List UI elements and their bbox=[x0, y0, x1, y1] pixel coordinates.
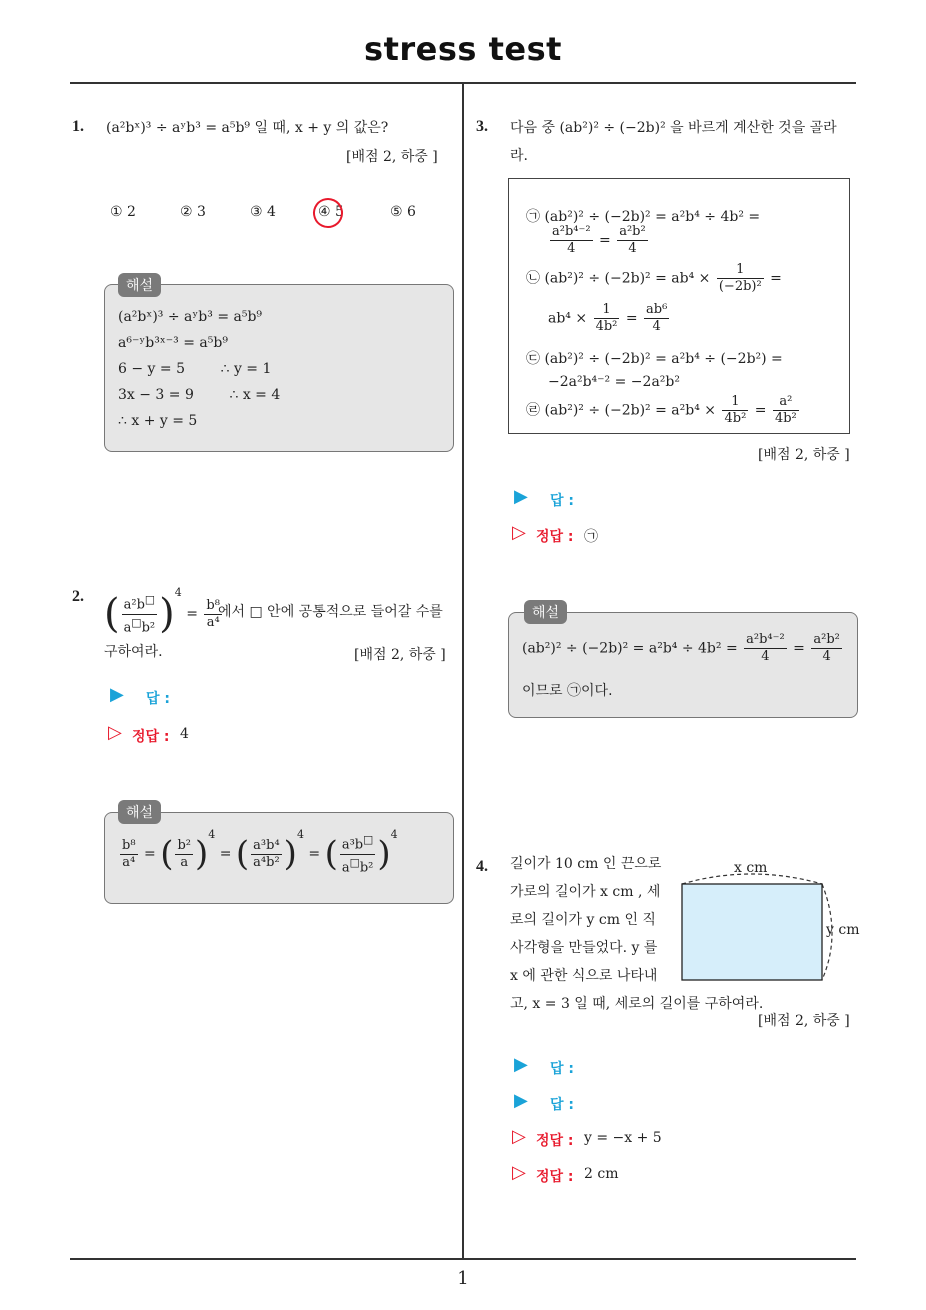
page-number: 1 bbox=[457, 1268, 469, 1289]
question-4-number: 4. bbox=[476, 858, 488, 875]
question-2-expression: ( $\frac{a^2b^□}{a^□b^2}$ )$^4$ = $\frac{\text{b⁸}}{\text{a⁴}}$ bbox=[104, 586, 220, 637]
explain-line-3: 6 − y = 5 ∴ y = 1 bbox=[118, 361, 272, 377]
choice-2[interactable]: ② 3 bbox=[180, 204, 206, 220]
footer-rule bbox=[70, 1258, 856, 1260]
question-3-text-line2: 라. bbox=[510, 148, 528, 164]
rectangle-shape bbox=[682, 884, 822, 980]
question-4-correct-label-2: 정답 : bbox=[536, 1169, 574, 1185]
option-a-line1: ㉠ (ab²)² ÷ (−2b)² = a²b⁴ ÷ 4b² = bbox=[526, 209, 761, 225]
question-4-answer-label-2: 답 : bbox=[550, 1097, 574, 1113]
explain-line-5: ∴ x + y = 5 bbox=[118, 413, 198, 429]
question-2-score: [배점 2, 하중 ] bbox=[354, 647, 446, 663]
explain-line-1: (a²bˣ)³ ÷ aʸb³ = a⁵b⁹ bbox=[118, 309, 263, 325]
question-3-text: 다음 중 (ab²)² ÷ (−2b)² 을 바르게 계산한 것을 골라 bbox=[510, 120, 837, 136]
explain-text: (ab²)² ÷ (−2b)² = a²b⁴ ÷ 4b² = bbox=[522, 640, 738, 657]
question-1-score: [배점 2, 하중 ] bbox=[346, 149, 438, 165]
choice-3[interactable]: ③ 4 bbox=[250, 204, 276, 220]
page-title: stress test bbox=[364, 30, 562, 68]
choice-5[interactable]: ⑤ 6 bbox=[390, 204, 416, 220]
question-3-explanation-tag: 해설 bbox=[524, 600, 567, 624]
question-4-line-4: 사각형을 만들었다. y 를 bbox=[510, 940, 658, 956]
column-divider bbox=[462, 84, 464, 1260]
question-3-number: 3. bbox=[476, 118, 488, 135]
label-y-cm: y cm bbox=[826, 922, 860, 938]
correct-marker-icon: ▷ bbox=[512, 522, 526, 543]
option-d-text: ㉣ (ab²)² ÷ (−2b)² = a²b⁴ × bbox=[526, 402, 717, 419]
question-2-text: 에서 □ 안에 공통적으로 들어갈 수를 bbox=[218, 604, 443, 620]
explain-line-2: a⁶⁻ʸb³ˣ⁻³ = a⁵b⁹ bbox=[118, 335, 228, 351]
answer-marker-icon: ▶ bbox=[514, 486, 528, 507]
question-2-correct-value: 4 bbox=[180, 726, 189, 742]
choice-4[interactable]: ④ 5 bbox=[318, 204, 344, 220]
question-2-answer-label: 답 : bbox=[146, 691, 170, 707]
question-4-answer-label-1: 답 : bbox=[550, 1061, 574, 1077]
question-3-correct-value: ㉠ bbox=[584, 529, 598, 545]
option-a-line2: $\frac{\text{a²b⁴⁻²}}{4}$ = $\frac{\text{a²b²}}{4}$ bbox=[552, 224, 646, 256]
question-3-explanation-box bbox=[508, 612, 858, 718]
question-4-line-6: 고, x = 3 일 때, 세로의 길이를 구하여라. bbox=[510, 996, 764, 1012]
question-4-correct-value-1: y = −x + 5 bbox=[584, 1130, 662, 1146]
question-2-explanation: $\frac{\text{b⁸}}{\text{a⁴}}$ = ( $\frac{\text{b²}}{a}$ )$^4$ = ( $\frac{\text{a³b⁴}}{\text{a⁴b²}}$ )$^4$ = ( $\frac{a^3b^□}{a^□b^2}$ )$^4$ bbox=[122, 828, 398, 875]
question-4-line-5: x 에 관한 식으로 나타내 bbox=[510, 968, 658, 984]
question-4-line-2: 가로의 길이가 x cm , 세 bbox=[510, 884, 661, 900]
answer-marker-icon: ▶ bbox=[514, 1090, 528, 1111]
question-1-explanation bbox=[118, 304, 280, 434]
option-b-text: ㉡ (ab²)² ÷ (−2b)² = ab⁴ × bbox=[526, 270, 711, 287]
question-4-score: [배점 2, 하중 ] bbox=[758, 1013, 850, 1029]
correct-marker-icon: ▷ bbox=[512, 1162, 526, 1183]
selected-answer-circle bbox=[309, 194, 347, 232]
explain-line-4: 3x − 3 = 9 ∴ x = 4 bbox=[118, 387, 281, 403]
question-2-correct-label: 정답 : bbox=[132, 729, 170, 745]
answer-marker-icon: ▶ bbox=[514, 1054, 528, 1075]
option-b-line1: ㉡ (ab²)² ÷ (−2b)² = ab⁴ × $\frac{1}{\text{(−2b)²}}$ = bbox=[526, 262, 782, 294]
question-1-text: (a²bˣ)³ ÷ aʸb³ = a⁵b⁹ 일 때, x + y 의 값은? bbox=[106, 120, 389, 136]
question-1-explanation-tag: 해설 bbox=[118, 273, 161, 297]
correct-marker-icon: ▷ bbox=[108, 722, 122, 743]
question-1-number: 1. bbox=[72, 118, 84, 135]
question-3-score: [배점 2, 하중 ] bbox=[758, 447, 850, 463]
question-3-explanation-line2: 이므로 ㉠이다. bbox=[522, 683, 613, 699]
rectangle-diagram bbox=[676, 856, 866, 986]
choice-1[interactable]: ① 2 bbox=[110, 204, 136, 220]
question-2-text-line2: 구하여라. bbox=[104, 644, 163, 660]
label-x-cm: x cm bbox=[734, 860, 768, 876]
question-3-correct-label: 정답 : bbox=[536, 529, 574, 545]
question-2-number: 2. bbox=[72, 588, 84, 605]
option-c-line1: ㉢ (ab²)² ÷ (−2b)² = a²b⁴ ÷ (−2b²) = bbox=[526, 351, 783, 367]
question-4-line-3: 로의 길이가 y cm 인 직 bbox=[510, 912, 656, 928]
option-d-line: ㉣ (ab²)² ÷ (−2b)² = a²b⁴ × $\frac{1}{\text{4b²}}$ = $\frac{\text{a²}}{\text{4b²}}$ bbox=[526, 394, 797, 426]
question-4-line-1: 길이가 10 cm 인 끈으로 bbox=[510, 856, 662, 872]
question-4-correct-value-2: 2 cm bbox=[584, 1166, 619, 1182]
answer-marker-icon: ▶ bbox=[110, 684, 124, 705]
option-b-line2: ab⁴ × $\frac{1}{\text{4b²}}$ = $\frac{\text{ab⁶}}{4}$ bbox=[548, 302, 668, 334]
question-2-explanation-tag: 해설 bbox=[118, 800, 161, 824]
correct-marker-icon: ▷ bbox=[512, 1126, 526, 1147]
question-3-explanation-line1: (ab²)² ÷ (−2b)² = a²b⁴ ÷ 4b² = $\frac{\text{a²b⁴⁻²}}{4}$ = $\frac{\text{a²b²}}{4}$ bbox=[522, 632, 840, 664]
question-4-correct-label-1: 정답 : bbox=[536, 1133, 574, 1149]
option-c-line2: −2a²b⁴⁻² = −2a²b² bbox=[548, 374, 680, 390]
question-3-answer-label: 답 : bbox=[550, 493, 574, 509]
